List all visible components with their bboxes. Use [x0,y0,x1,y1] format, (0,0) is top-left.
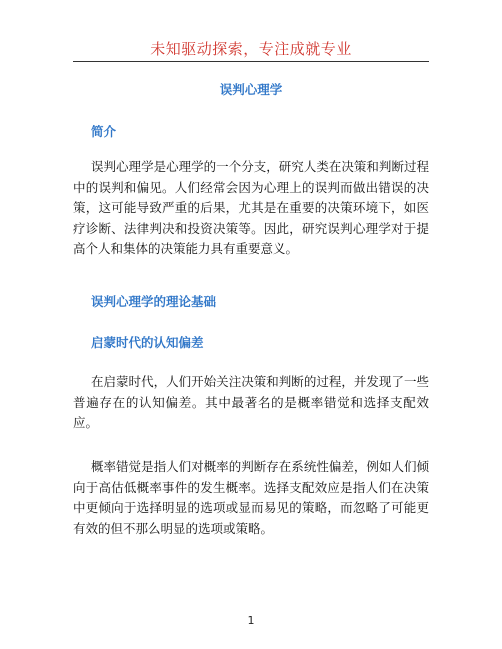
enlightenment-paragraph: 在启蒙时代，人们开始关注决策和判断的过程，并发现了一些普遍存在的认知偏差。其中最著名的是概率错觉和选择支配效应。 [73,374,429,430]
section-heading-intro: 简介 [91,124,117,139]
subsection-heading-enlightenment: 启蒙时代的认知偏差 [91,335,204,350]
page-number: 1 [247,614,255,627]
page-header: 未知驱动探索，专注成就专业 [150,40,352,58]
document-title: 误判心理学 [219,82,283,97]
header-divider [73,61,429,62]
probability-paragraph: 概率错觉是指人们对概率的判断存在系统性偏差，例如人们倾向于高估低概率事件的发生概率。选择支配效应是指人们在决策中更倾向于选择明显的选项或显而易见的策略，而忽略了可能更有效的但不那么明显的选项或策略。 [73,459,429,536]
section-heading-theory: 误判心理学的理论基础 [91,294,217,309]
intro-paragraph: 误判心理学是心理学的一个分支，研究人类在决策和判断过程中的误判和偏见。人们经常会因为心理上的误判而做出错误的决策，这可能导致严重的后果，尤其是在重要的决策环境下，如医疗诊断、法律判决和投资决策等。因此，研究误判心理学对于提高个人和集体的决策能力具有重要意义。 [73,159,429,256]
